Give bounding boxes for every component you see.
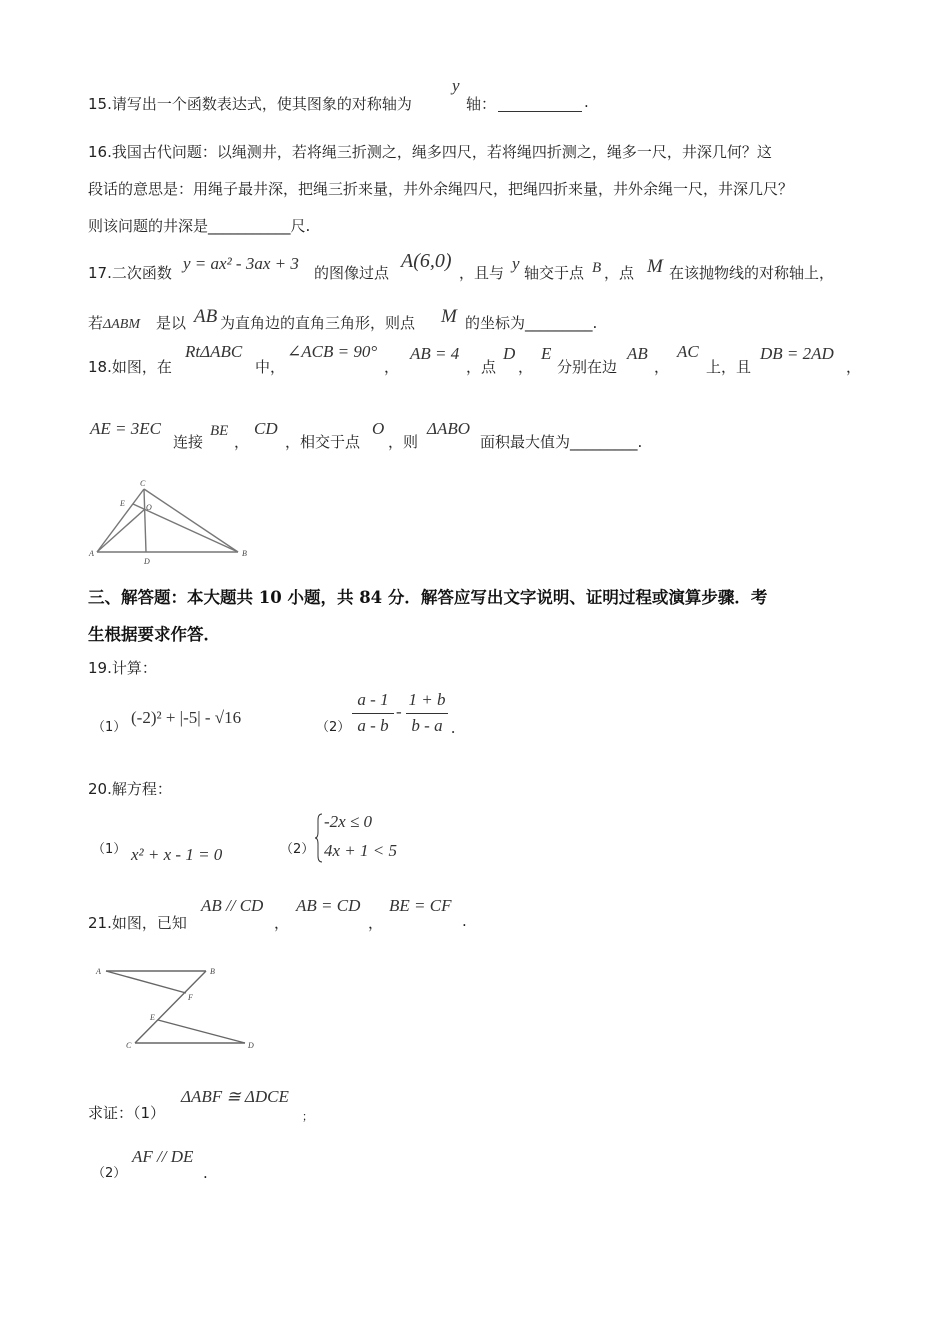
- q19-title: 19.计算：: [88, 659, 157, 677]
- fig-label-a: A: [89, 549, 94, 558]
- q21-cond1: AB // CD: [201, 896, 264, 915]
- q16-line1: 16.我国古代问题：以绳测井，若将绳三折测之，绳多四尺，若将绳四折测之，绳多一尺，井深几何？这: [88, 143, 772, 161]
- q18-c1: ，: [384, 358, 400, 376]
- fig-label-o: O: [146, 503, 152, 512]
- section-3-line2: 生根据要求作答．: [88, 625, 220, 644]
- q19-minus: -: [396, 702, 402, 721]
- q16-answer-blank[interactable]: ___________: [208, 217, 291, 235]
- q18-t3: ，点: [466, 358, 497, 376]
- fig-line-cb: [144, 489, 238, 552]
- fig-line-af: [106, 971, 186, 993]
- q17-line2-mid2: 为直角边的直角三角形，则点: [220, 314, 416, 332]
- q17-point-b: B: [592, 260, 602, 276]
- q17-function: y = ax² - 3ax + 3: [183, 254, 299, 273]
- q19-frac1-denominator: a - b: [357, 716, 389, 735]
- q18-c3: ，: [654, 358, 670, 376]
- q18-angle: ∠ACB = 90°: [287, 342, 378, 361]
- section-3-line1: 三、解答题：本大题共 10 小题，共 84 分．解答应写出文字说明、证明过程或演算步骤．考: [88, 588, 768, 607]
- q21-prove1-end: ；: [302, 1110, 313, 1123]
- fig-label-c: C: [140, 479, 146, 488]
- q18-num: 18.如图，在: [88, 358, 172, 376]
- q18-be: BE: [210, 423, 229, 439]
- q21-prove1: ΔABF ≅ ΔDCE: [181, 1087, 289, 1106]
- q15-end: .: [584, 93, 589, 111]
- fig-label-f: F: [188, 993, 193, 1002]
- q20-part1-expr: x² + x - 1 = 0: [131, 845, 223, 864]
- q18-c5: ，: [234, 433, 250, 451]
- q17-line2-post: 的坐标为_________.: [465, 314, 598, 332]
- q21-num: 21.如图，已知: [88, 914, 187, 932]
- q17-ab: AB: [194, 306, 218, 327]
- q18-triangle-figure: [86, 476, 256, 566]
- q18-t8: ，则: [388, 433, 419, 451]
- fig-label-c: C: [126, 1041, 132, 1050]
- q19-frac1-numerator: a - 1: [357, 690, 389, 709]
- q16-line3: 则该问题的井深是___________尺.: [88, 217, 311, 235]
- q21-prove2-label: （2）: [92, 1166, 127, 1181]
- q18-t9: 面积最大值为_________.: [480, 433, 643, 451]
- q19-part1-expr: (-2)² + |-5| - √16: [131, 708, 242, 727]
- q19-part2-label: （2）: [316, 720, 351, 735]
- q18-cd: CD: [254, 419, 278, 438]
- q18-t2: 中，: [255, 358, 286, 376]
- q19-frac2-denominator: b - a: [411, 716, 443, 735]
- fig-line-cd: [144, 489, 146, 552]
- q18-c2: ，: [518, 358, 534, 376]
- q21-cond2: AB = CD: [296, 896, 361, 915]
- q20-part2-label: （2）: [280, 842, 315, 857]
- q16-line2: 段话的意思是：用绳子最井深，把绳三折来量，井外余绳四尺，把绳四折来量，井外余绳一尺，井深几尺？: [88, 180, 794, 198]
- q21-prove2: AF // DE: [132, 1147, 194, 1166]
- q21-figure: [92, 962, 262, 1052]
- fig-label-a: A: [96, 967, 101, 976]
- q20-system-eq2: 4x + 1 < 5: [324, 841, 397, 860]
- q21-prove2-end: .: [203, 1164, 208, 1182]
- q17-t3: ，且与: [459, 264, 505, 282]
- fig-line-ed: [158, 1020, 245, 1043]
- q18-c4: ，: [846, 358, 862, 376]
- q19-frac2-numerator: 1 + b: [408, 690, 446, 709]
- fig-label-d: D: [144, 557, 150, 566]
- q19-fraction-2: [406, 690, 448, 736]
- q20-part1-label: （1）: [92, 842, 127, 857]
- q17-t5: ，点: [604, 264, 635, 282]
- q21-sep2: ，: [368, 914, 384, 932]
- q17-t2: 的图像过点: [314, 264, 390, 282]
- q19-frac1-bar: [352, 713, 394, 714]
- q15-var-y: y: [452, 76, 460, 95]
- q21-sep1: ，: [274, 914, 290, 932]
- fig-label-e: E: [150, 1013, 155, 1022]
- q18-answer-blank[interactable]: _________: [570, 433, 638, 451]
- q18-db: DB = 2AD: [760, 344, 834, 363]
- q21-prove-label: 求证：（1）: [88, 1104, 166, 1122]
- fig-label-b: B: [210, 967, 215, 976]
- fig-line-ao: [97, 509, 145, 552]
- q19-fraction-1: [352, 690, 394, 736]
- fig-label-b: B: [242, 549, 247, 558]
- q17-line2-pre: 若ΔABM: [88, 314, 140, 332]
- q17-t6: 在该抛物线的对称轴上，: [669, 264, 835, 282]
- q17-var-y: y: [512, 254, 520, 273]
- q20-system-brace: [314, 812, 324, 864]
- q21-end: .: [462, 912, 467, 930]
- q17-point-m: M: [647, 256, 663, 277]
- q18-ae: AE = 3EC: [90, 419, 161, 438]
- q17-t4: 轴交于点: [524, 264, 585, 282]
- q19-part1-label: （1）: [92, 720, 127, 735]
- q18-abo: ΔABO: [427, 419, 471, 438]
- q18-o: O: [372, 419, 385, 438]
- q18-t7: ，相交于点: [285, 433, 361, 451]
- q19-frac2-bar: [406, 713, 448, 714]
- q18-ab: AB: [627, 344, 648, 363]
- q15-text: 15.请写出一个函数表达式，使其图象的对称轴为: [88, 95, 412, 113]
- q18-rt-abc: RtΔABC: [185, 342, 243, 361]
- q20-system-eq1: -2x ≤ 0: [324, 812, 373, 831]
- q17-point-a: A(6,0): [401, 250, 452, 272]
- q18-ac: AC: [677, 342, 699, 361]
- q20-title: 20.解方程：: [88, 780, 172, 798]
- q21-cond3: BE = CF: [389, 896, 452, 915]
- q19-end: .: [451, 718, 456, 737]
- q18-ab-length: AB = 4: [410, 344, 460, 363]
- q17-line2-mid: 是以: [156, 314, 187, 332]
- q17-answer-blank[interactable]: _________: [525, 314, 593, 332]
- q17-m2: M: [441, 306, 457, 327]
- q15-tail: 轴：: [466, 95, 497, 113]
- fig-label-d: D: [248, 1041, 254, 1050]
- q18-t6: 连接: [173, 433, 204, 451]
- q17-num: 17.二次函数: [88, 264, 172, 282]
- q18-d: D: [503, 344, 516, 363]
- q15-answer-blank[interactable]: [498, 95, 582, 112]
- q18-e: E: [541, 344, 552, 363]
- fig-label-e: E: [120, 499, 125, 508]
- q18-t4: 分别在边: [557, 358, 618, 376]
- q18-t5: 上，且: [706, 358, 752, 376]
